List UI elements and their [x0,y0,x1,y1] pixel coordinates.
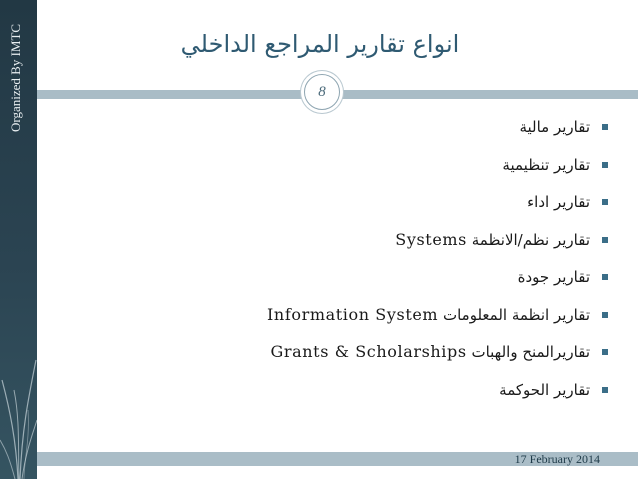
bullet-latin-text: Information System [267,304,439,324]
square-bullet-icon [602,199,608,205]
bullet-item-performance [60,187,608,225]
bullet-item-organizational [60,150,608,188]
bullet-latin-text: Systems [395,229,467,249]
bullet-latin-text: Grants & Scholarships [270,342,467,361]
bullet-text: تقارير الحوكمة [499,380,590,399]
content-area [60,112,608,412]
square-bullet-icon [602,237,608,243]
bullet-item-grants [60,337,608,375]
sidebar-strip [0,0,37,479]
bullet-item-quality [60,262,608,300]
bullet-item-systems [60,225,608,263]
footer-date: 17 February 2014 [514,452,600,466]
bullet-text: تقارير اداء [527,193,590,211]
bullet-text: تقارير تنظيمية [502,155,590,174]
square-bullet-icon [602,162,608,168]
square-bullet-icon [602,349,608,355]
bullet-item-governance [60,375,608,413]
bullet-item-financial [60,112,608,150]
page-number-badge: 8 [304,74,340,110]
square-bullet-icon [602,312,608,318]
slide-title: انواع تقارير المراجع الداخلي [180,30,460,58]
bullet-text: تقارير جودة [517,268,590,286]
grass-decoration-icon [0,300,37,479]
square-bullet-icon [602,387,608,393]
bullet-text: تقارير نظم/الانظمة [471,230,590,249]
bullet-text: تقارير انظمة المعلومات [442,305,590,324]
square-bullet-icon [602,274,608,280]
bullet-list [60,112,608,412]
square-bullet-icon [602,124,608,130]
organized-by-label: Organized By IMTC [8,23,23,132]
bullet-text: تقاريرالمنح والهبات [471,343,590,361]
bullet-item-information-system [60,300,608,338]
bullet-text: تقارير مالية [519,118,590,136]
